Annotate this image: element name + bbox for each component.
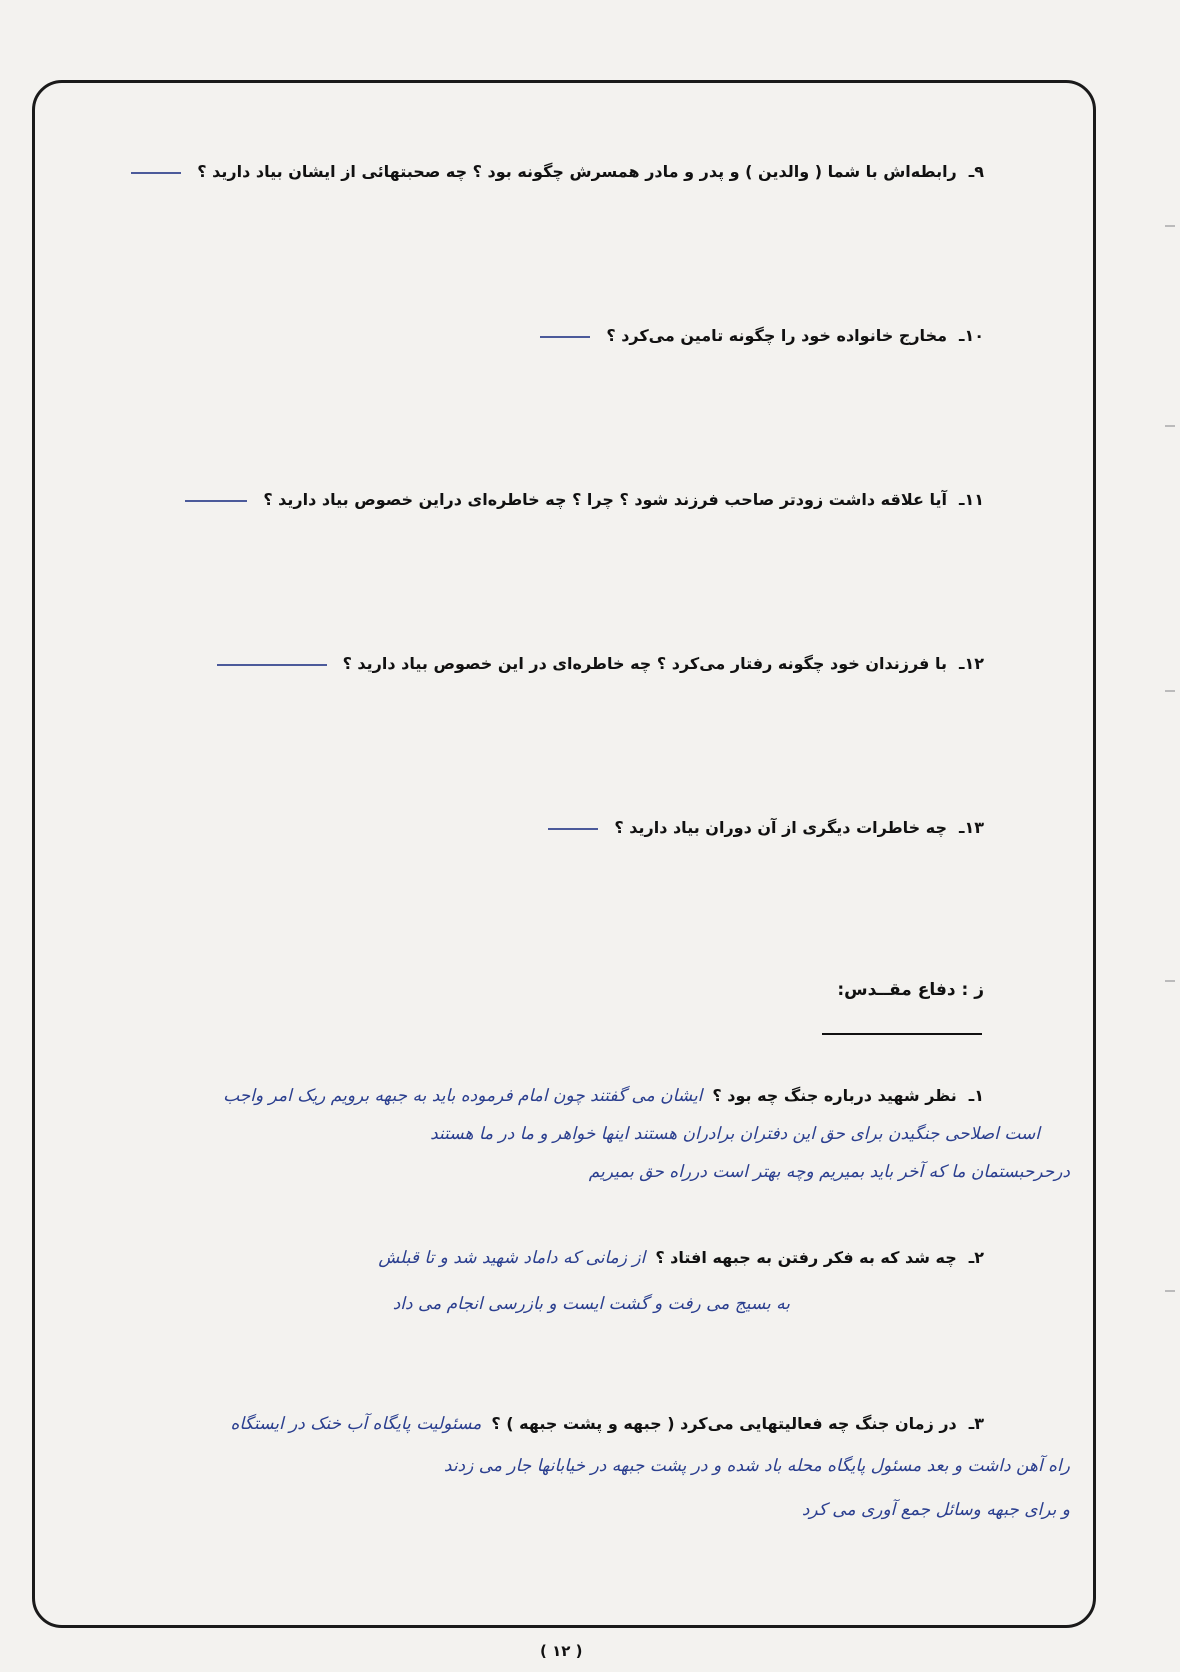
answer-line xyxy=(217,664,327,666)
answer-line xyxy=(548,828,598,830)
scan-mark xyxy=(1165,225,1175,227)
handwritten-answer-line: درحرحبستمان ما که آخر باید بمیریم وچه بهتر است درراه حق بمیریم xyxy=(588,1162,1070,1182)
handwritten-answer: ایشان می گفتند چون امام فرموده باید به جبهه برویم ریک امر واجب xyxy=(223,1086,703,1106)
question-12: ۱۲ـبا فرزندان خود چگونه رفتار می‌کرد ؟ چه خاطره‌ای در این خصوص بیاد دارید ؟ xyxy=(217,654,984,673)
scan-mark xyxy=(1165,980,1175,982)
defense-question-1: ۱ـنظر شهید درباره جنگ چه بود ؟ایشان می گفتند چون امام فرموده باید به جبهه برویم ریک امر واجب xyxy=(223,1086,984,1106)
defense-question-2: ۲ـچه شد که به فکر رفتن به جبهه افتاد ؟از زمانی که داماد شهید شد و تا قبلش xyxy=(378,1248,984,1268)
question-9: ۹ـرابطه‌اش با شما ( والدین ) و پدر و مادر همسرش چگونه بود ؟ چه صحبتهائی از ایشان بیاد دارید ؟ xyxy=(131,162,984,181)
handwritten-answer-line: به بسیج می رفت و گشت ایست و بازرسی انجام می داد xyxy=(392,1294,790,1314)
defense-question-1-text: نظر شهید درباره جنگ چه بود ؟ xyxy=(712,1086,957,1105)
scan-mark xyxy=(1165,690,1175,692)
question-12-text: با فرزندان خود چگونه رفتار می‌کرد ؟ چه خاطره‌ای در این خصوص بیاد دارید ؟ xyxy=(342,654,947,673)
handwritten-answer-line: راه آهن داشت و بعد مسئول پایگاه محله باد شده و در پشت جبهه در خیابانها جار می زدند xyxy=(443,1456,1070,1476)
handwritten-answer: مسئولیت پایگاه آب خنک در ایستگاه xyxy=(230,1414,482,1434)
section-underline xyxy=(822,1033,982,1035)
handwritten-answer-line: و برای جبهه وسائل جمع آوری می کرد xyxy=(801,1500,1070,1520)
answer-line xyxy=(185,500,247,502)
question-11: ۱۱ـآیا علاقه داشت زودتر صاحب فرزند شود ؟ چرا ؟ چه خاطره‌ای دراین خصوص بیاد دارید ؟ xyxy=(185,490,984,509)
answer-line xyxy=(131,172,181,174)
scan-mark xyxy=(1165,425,1175,427)
section-title: ز : دفاع مقــدس: xyxy=(837,980,984,1000)
question-11-text: آیا علاقه داشت زودتر صاحب فرزند شود ؟ چرا ؟ چه خاطره‌ای دراین خصوص بیاد دارید ؟ xyxy=(263,490,947,509)
defense-question-2-text: چه شد که به فکر رفتن به جبهه افتاد ؟ xyxy=(655,1248,957,1267)
question-10: ۱۰ـمخارج خانواده خود را چگونه تامین می‌کرد ؟ xyxy=(540,326,984,345)
question-9-text: رابطه‌اش با شما ( والدین ) و پدر و مادر همسرش چگونه بود ؟ چه صحبتهائی از ایشان بیاد دارید ؟ xyxy=(197,162,957,181)
handwritten-answer-line: است اصلاحی جنگیدن برای حق این دفتران برادران هستند اینها خواهر و ما در ما هستند xyxy=(430,1124,1040,1144)
page-number: ( ۱۲ ) xyxy=(540,1642,583,1660)
question-13: ۱۳ـچه خاطرات دیگری از آن دوران بیاد دارید ؟ xyxy=(548,818,984,837)
question-10-text: مخارج خانواده خود را چگونه تامین می‌کرد ؟ xyxy=(606,326,947,345)
question-13-text: چه خاطرات دیگری از آن دوران بیاد دارید ؟ xyxy=(614,818,947,837)
page-frame xyxy=(32,80,1096,1628)
handwritten-answer: از زمانی که داماد شهید شد و تا قبلش xyxy=(378,1248,646,1268)
defense-question-3: ۳ـدر زمان جنگ چه فعالیتهایی می‌کرد ( جبهه و پشت جبهه ) ؟مسئولیت پایگاه آب خنک در ایستگاه xyxy=(230,1414,984,1434)
answer-line xyxy=(540,336,590,338)
scan-mark xyxy=(1165,1290,1175,1292)
defense-question-3-text: در زمان جنگ چه فعالیتهایی می‌کرد ( جبهه و پشت جبهه ) ؟ xyxy=(491,1414,957,1433)
